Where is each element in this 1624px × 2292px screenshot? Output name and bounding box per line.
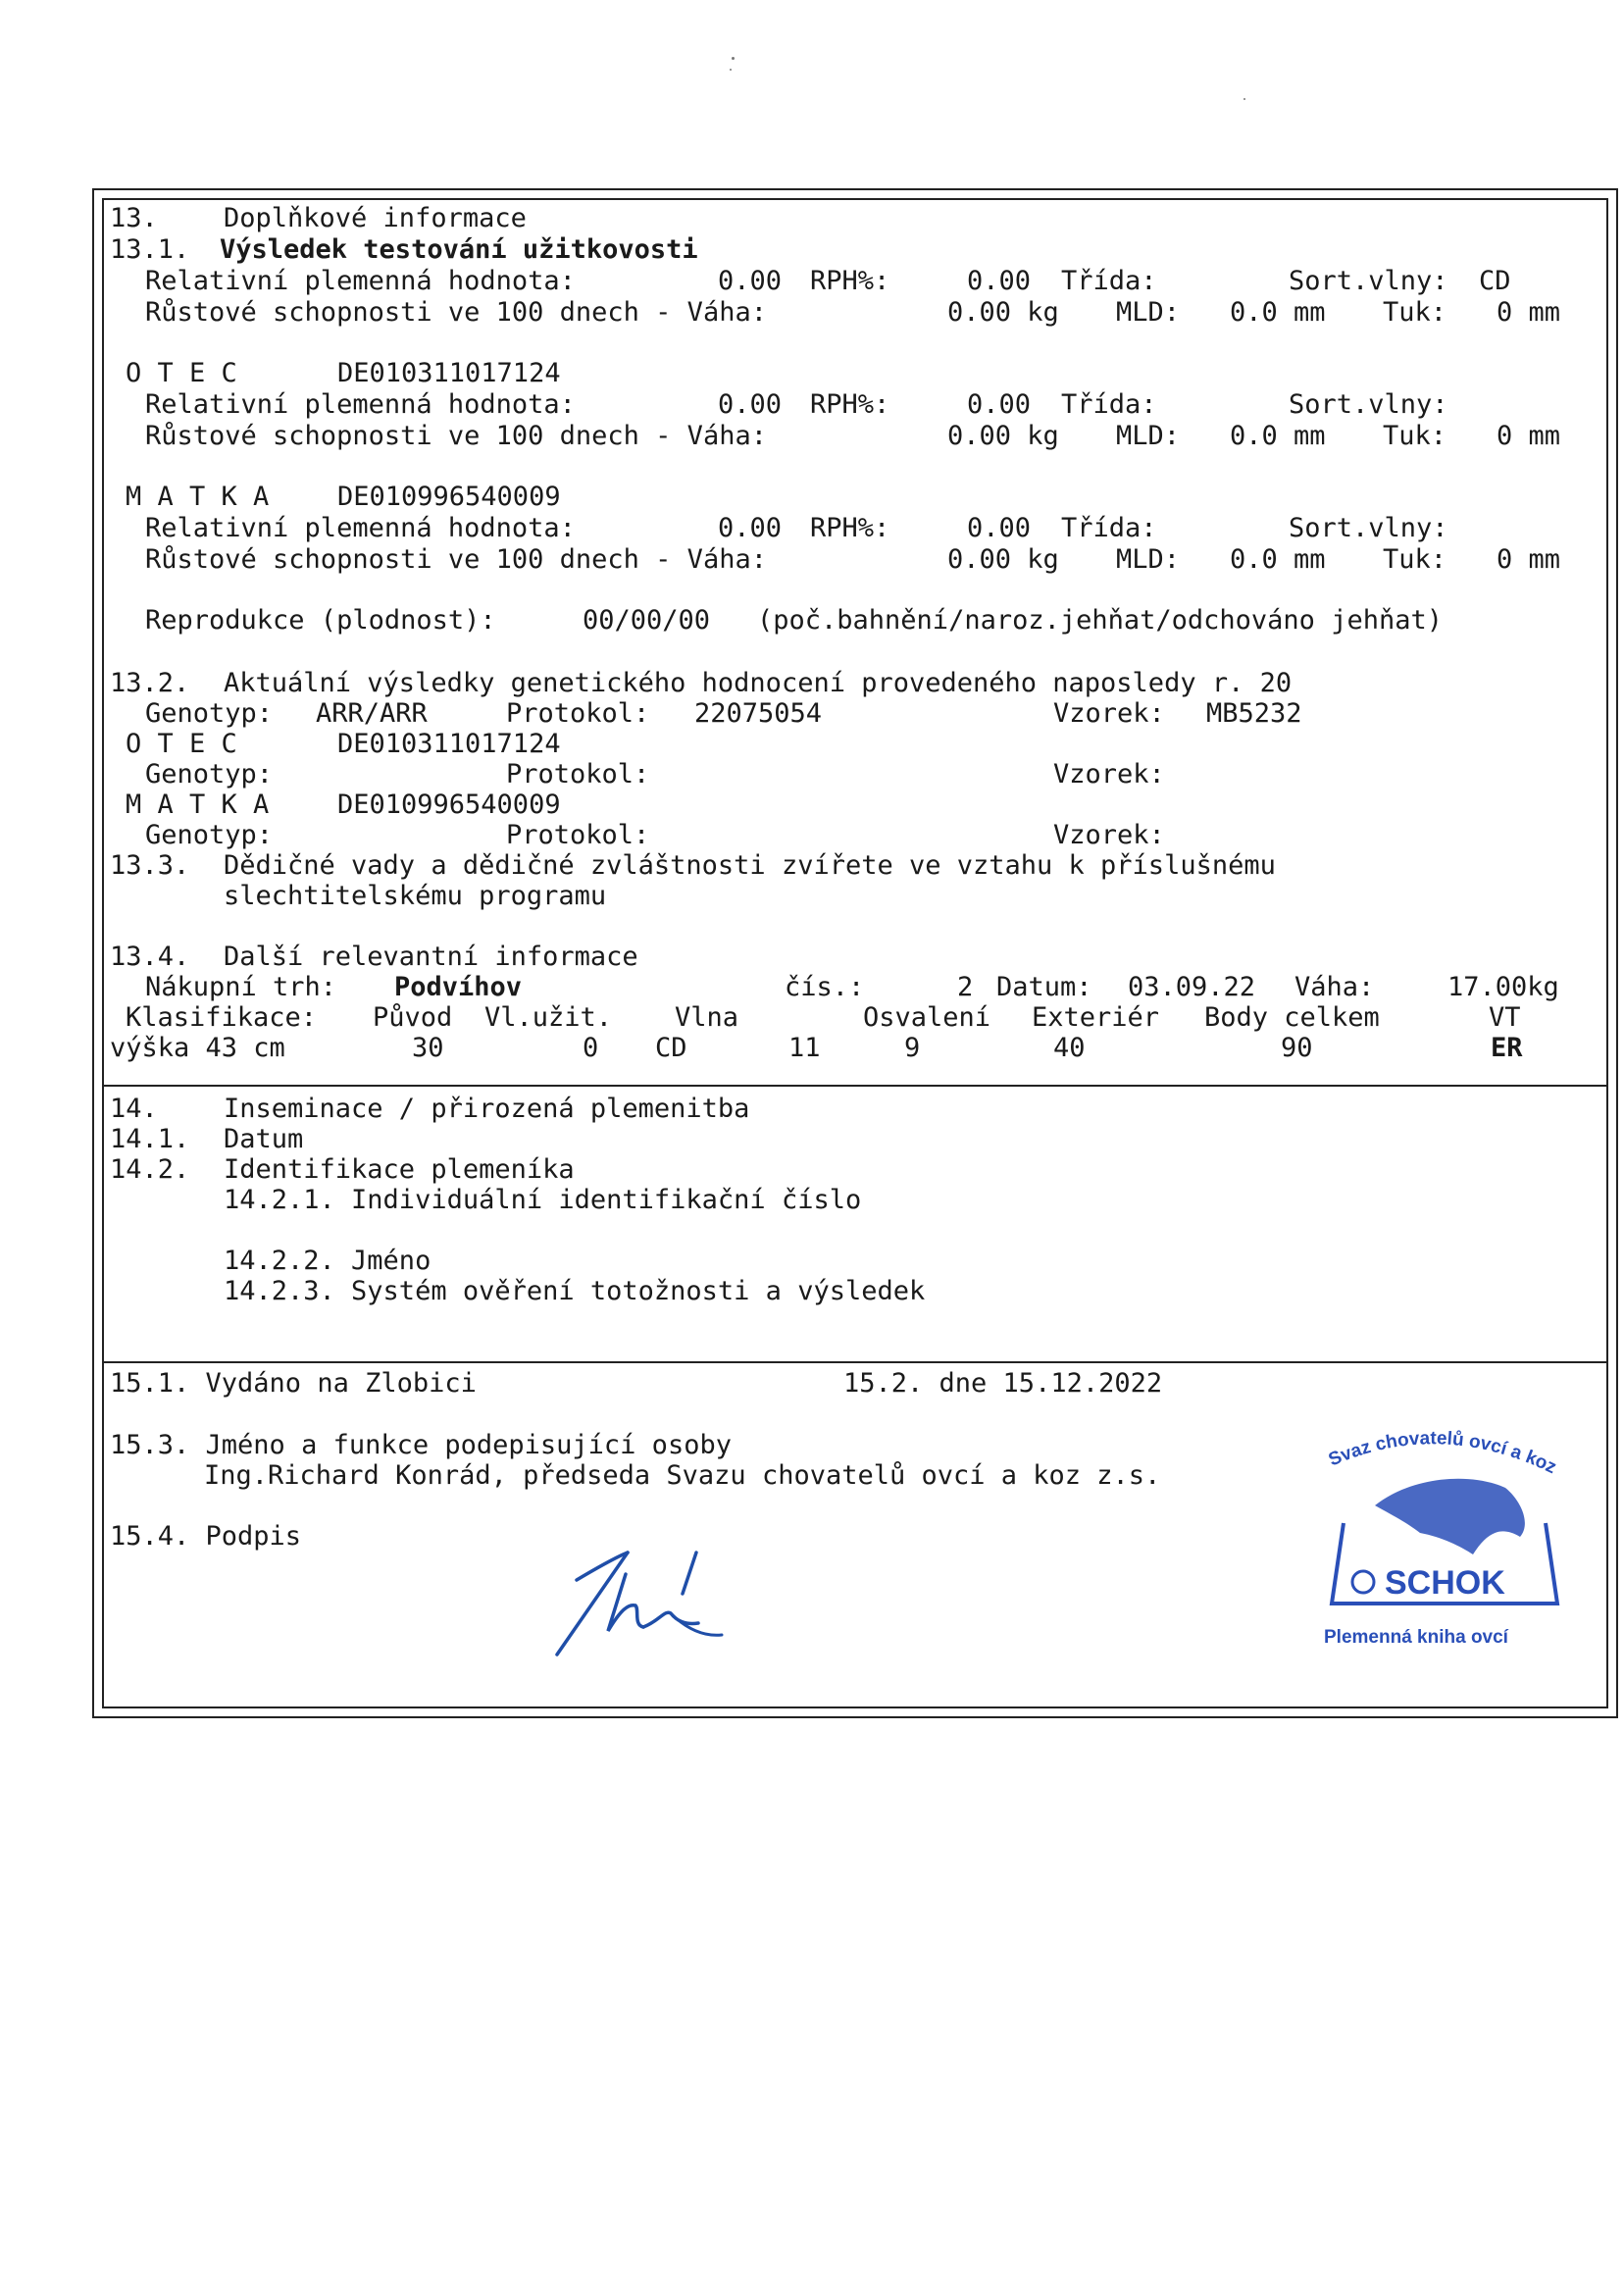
s15-2: 15.2. dne 15.12.2022 <box>843 1368 1163 1399</box>
otec-label: O T E C <box>126 358 237 388</box>
matka-label: M A T K A <box>126 482 270 512</box>
klas-label: Klasifikace: <box>126 1002 318 1033</box>
s15-3: 15.3. Jméno a funkce podepisující osoby <box>110 1430 732 1460</box>
s13-4-num: 13.4. <box>110 942 190 972</box>
s13-3-line2: slechtitelskému programu <box>224 881 607 911</box>
otec-rust-label: Růstové schopnosti ve 100 dnech - Váha: <box>145 421 767 451</box>
s13-2-otec-id: DE010311017124 <box>337 729 561 759</box>
cis-label: čís.: <box>785 972 865 1002</box>
val-body: 90 <box>1281 1033 1313 1063</box>
otec-vzorek-label: Vzorek: <box>1053 759 1165 789</box>
s13-2-num: 13.2. <box>110 668 190 698</box>
matka-genotyp-label: Genotyp: <box>145 820 274 850</box>
cis-value: 2 <box>957 972 974 1002</box>
vaha-label: Váha: <box>1294 972 1375 1002</box>
s13-2-otec-label: O T E C <box>126 729 237 759</box>
vaha-total: 17.00kg <box>1447 972 1559 1002</box>
rph-value: 0.00 <box>718 266 783 296</box>
matka-protokol-label: Protokol: <box>506 820 650 850</box>
protokol-value: 22075054 <box>694 698 823 729</box>
col-osvaleni: Osvalení <box>863 1002 991 1033</box>
sort-value: CD <box>1479 266 1511 296</box>
s13-2-title: Aktuální výsledky genetického hodnocení provedeného naposledy r. 20 <box>224 668 1293 698</box>
val-vlna: 11 <box>788 1033 821 1063</box>
s14-1-title: Datum <box>224 1124 304 1154</box>
col-vlna: Vlna <box>675 1002 739 1033</box>
s13-title: Doplňkové informace <box>224 203 527 233</box>
otec-genotyp-label: Genotyp: <box>145 759 274 789</box>
matka-mld-value: 0.0 mm <box>1230 544 1326 575</box>
val-exterier: 40 <box>1053 1033 1086 1063</box>
repro-note: (poč.bahnění/naroz.jehňat/odchováno jehňat) <box>757 605 1443 636</box>
col-exterier: Exteriér <box>1032 1002 1160 1033</box>
scan-speck <box>1243 98 1245 100</box>
datum-value: 03.09.22 <box>1128 972 1256 1002</box>
s14-num: 14. <box>110 1094 158 1124</box>
s14-2-num: 14.2. <box>110 1154 190 1185</box>
s14-2-title: Identifikace plemeníka <box>224 1154 575 1185</box>
otec-trida-label: Třída: <box>1061 389 1157 420</box>
otec-rphp-label: RPH%: <box>810 389 890 420</box>
rust-label: Růstové schopnosti ve 100 dnech - Váha: <box>145 297 767 328</box>
vyska-label: výška 43 cm <box>110 1033 285 1063</box>
matka-tuk-value: 0 mm <box>1497 544 1561 575</box>
genotyp-label: Genotyp: <box>145 698 274 729</box>
s15-1: 15.1. Vydáno na Zlobici <box>110 1368 477 1399</box>
matka-sort-label: Sort.vlny: <box>1289 513 1448 543</box>
s14-1-num: 14.1. <box>110 1124 190 1154</box>
s14-2-1: 14.2.1. Individuální identifikační číslo <box>224 1185 862 1215</box>
matka-vzorek-label: Vzorek: <box>1053 820 1165 850</box>
val-vlna-code: CD <box>655 1033 687 1063</box>
stamp-center-text: SCHOK <box>1385 1564 1505 1602</box>
s15-4: 15.4. Podpis <box>110 1521 302 1552</box>
s13-3-line1: Dědičné vady a dědičné zvláštnosti zvířete ve vztahu k příslušnému <box>224 850 1276 881</box>
vzorek-value: MB5232 <box>1206 698 1302 729</box>
divider-s15 <box>102 1361 1608 1363</box>
matka-rph-value: 0.00 <box>718 513 783 543</box>
s13-3-num: 13.3. <box>110 850 190 881</box>
matka-rphp-value: 0.00 <box>967 513 1032 543</box>
trida-label: Třída: <box>1061 266 1157 296</box>
otec-rph-value: 0.00 <box>718 389 783 420</box>
mld-value: 0.0 mm <box>1230 297 1326 328</box>
stamp-bottom-text: Plemenná kniha ovcí <box>1324 1627 1508 1648</box>
s13-4-title: Další relevantní informace <box>224 942 638 972</box>
repro-label: Reprodukce (plodnost): <box>145 605 496 636</box>
otec-id: DE010311017124 <box>337 358 561 388</box>
otec-rph-label: Relativní plemenná hodnota: <box>145 389 576 420</box>
val-osvaleni: 9 <box>904 1033 921 1063</box>
val-puvod: 30 <box>412 1033 444 1063</box>
val-vluzit: 0 <box>583 1033 599 1063</box>
s13-2-matka-label: M A T K A <box>126 789 270 820</box>
stamp-top-text: Svaz chovatelů ovcí a koz <box>1325 1428 1560 1479</box>
s14-title: Inseminace / přirozená plemenitba <box>224 1094 750 1124</box>
matka-tuk-label: Tuk: <box>1383 544 1447 575</box>
organization-stamp <box>1304 1407 1579 1653</box>
vaha-value: 0.00 kg <box>947 297 1059 328</box>
sort-label: Sort.vlny: <box>1289 266 1448 296</box>
divider-s14 <box>102 1085 1608 1087</box>
s13-1-num: 13.1. <box>110 234 190 265</box>
otec-tuk-value: 0 mm <box>1497 421 1561 451</box>
s14-2-2: 14.2.2. Jméno <box>224 1246 431 1276</box>
matka-rph-label: Relativní plemenná hodnota: <box>145 513 576 543</box>
s13-num: 13. <box>110 203 158 233</box>
mld-label: MLD: <box>1116 297 1181 328</box>
trh-value: Podvíhov <box>394 972 523 1002</box>
signer-name: Ing.Richard Konrád, předseda Svazu chovatelů ovcí a koz z.s. <box>204 1460 1161 1491</box>
tuk-value: 0 mm <box>1497 297 1561 328</box>
otec-protokol-label: Protokol: <box>506 759 650 789</box>
vzorek-label: Vzorek: <box>1053 698 1165 729</box>
otec-rphp-value: 0.00 <box>967 389 1032 420</box>
s14-2-3: 14.2.3. Systém ověření totožnosti a výsledek <box>224 1276 926 1306</box>
protokol-label: Protokol: <box>506 698 650 729</box>
scan-speck <box>730 69 732 71</box>
matka-rust-label: Růstové schopnosti ve 100 dnech - Váha: <box>145 544 767 575</box>
otec-sort-label: Sort.vlny: <box>1289 389 1448 420</box>
matka-trida-label: Třída: <box>1061 513 1157 543</box>
s13-2-matka-id: DE010996540009 <box>337 789 561 820</box>
rph-label: Relativní plemenná hodnota: <box>145 266 576 296</box>
datum-label: Datum: <box>996 972 1092 1002</box>
rphp-label: RPH%: <box>810 266 890 296</box>
matka-id: DE010996540009 <box>337 482 561 512</box>
signature-image <box>549 1535 736 1662</box>
scan-speck <box>732 57 735 60</box>
repro-value: 00/00/00 <box>583 605 711 636</box>
val-vt: ER <box>1491 1033 1523 1063</box>
col-vt: VT <box>1489 1002 1521 1033</box>
stamp-map-icon <box>1375 1479 1525 1554</box>
otec-tuk-label: Tuk: <box>1383 421 1447 451</box>
otec-mld-label: MLD: <box>1116 421 1181 451</box>
genotyp-value: ARR/ARR <box>316 698 428 729</box>
rphp-value: 0.00 <box>967 266 1032 296</box>
col-vluzit: Vl.užit. <box>484 1002 613 1033</box>
matka-vaha-value: 0.00 kg <box>947 544 1059 575</box>
trh-label: Nákupní trh: <box>145 972 337 1002</box>
matka-rphp-label: RPH%: <box>810 513 890 543</box>
col-puvod: Původ <box>373 1002 453 1033</box>
otec-vaha-value: 0.00 kg <box>947 421 1059 451</box>
tuk-label: Tuk: <box>1383 297 1447 328</box>
matka-mld-label: MLD: <box>1116 544 1181 575</box>
col-body: Body celkem <box>1204 1002 1380 1033</box>
s13-1-title: Výsledek testování užitkovosti <box>220 234 698 265</box>
otec-mld-value: 0.0 mm <box>1230 421 1326 451</box>
